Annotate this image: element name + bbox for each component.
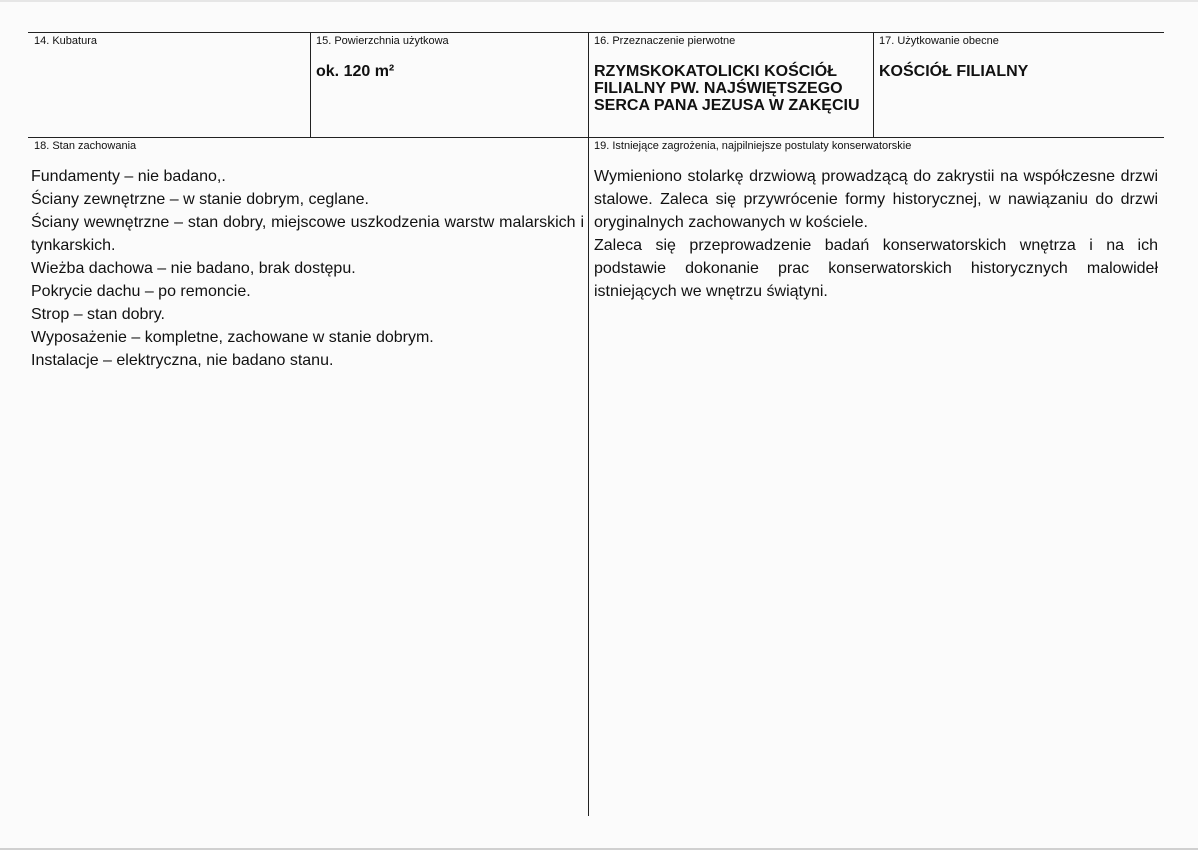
field-17-label: 17. Użytkowanie obecne xyxy=(879,35,999,47)
field-17-value: KOŚCIÓŁ FILIALNY xyxy=(879,63,1029,80)
field-19-content xyxy=(594,165,1158,303)
field-18-label: 18. Stan zachowania xyxy=(34,140,137,152)
condition-line: Strop – stan dobry. xyxy=(31,306,165,323)
divider-14-15 xyxy=(310,32,311,137)
condition-line: Wyposażenie – kompletne, zachowane w stanie dobrym. xyxy=(31,329,434,346)
field-19-label: 19. Istniejące zagrożenia, najpilniejsze postulaty konserwatorskie xyxy=(594,140,912,152)
field-15-label: 15. Powierzchnia użytkowa xyxy=(316,35,449,47)
condition-line: Wieżba dachowa – nie badano, brak dostępu. xyxy=(31,260,356,277)
condition-line: Pokrycie dachu – po remoncie. xyxy=(31,283,251,300)
field-18-content xyxy=(31,165,584,372)
condition-line: Ściany wewnętrzne – stan dobry, miejscowe uszkodzenia warstw malarskich i tynkarskich. xyxy=(31,214,584,254)
field-15-value: ok. 120 m² xyxy=(316,63,395,80)
divider-center xyxy=(588,32,589,816)
recommendation-paragraph: Zaleca się przeprowadzenie badań konserwatorskich wnętrza i na ich podstawie dokonanie prac konserwatorskich historycznych malowideł istniejących we wnętrzu świątyni. xyxy=(594,237,1158,300)
middle-divider-line xyxy=(28,137,1164,138)
divider-16-17 xyxy=(873,32,874,137)
condition-line: Fundamenty – nie badano,. xyxy=(31,168,226,185)
condition-line: Ściany zewnętrzne – w stanie dobrym, ceglane. xyxy=(31,191,369,208)
field-16-label: 16. Przeznaczenie pierwotne xyxy=(594,35,736,47)
condition-line: Instalacje – elektryczna, nie badano stanu. xyxy=(31,352,334,369)
recommendation-paragraph: Wymieniono stolarkę drzwiową prowadzącą do zakrystii na współczesne drzwi stalowe. Zaleca się przywrócenie formy historycznej, w nawiązaniu do drzwi oryginalnych zachowanych w kościele. xyxy=(594,168,1158,231)
field-16-value: RZYMSKOKATOLICKI KOŚCIÓŁ FILIALNY PW. NAJŚWIĘTSZEGO SERCA PANA JEZUSA W ZAKĘCIU xyxy=(594,63,860,114)
field-14-label: 14. Kubatura xyxy=(34,35,97,47)
top-border-line xyxy=(28,32,1164,33)
